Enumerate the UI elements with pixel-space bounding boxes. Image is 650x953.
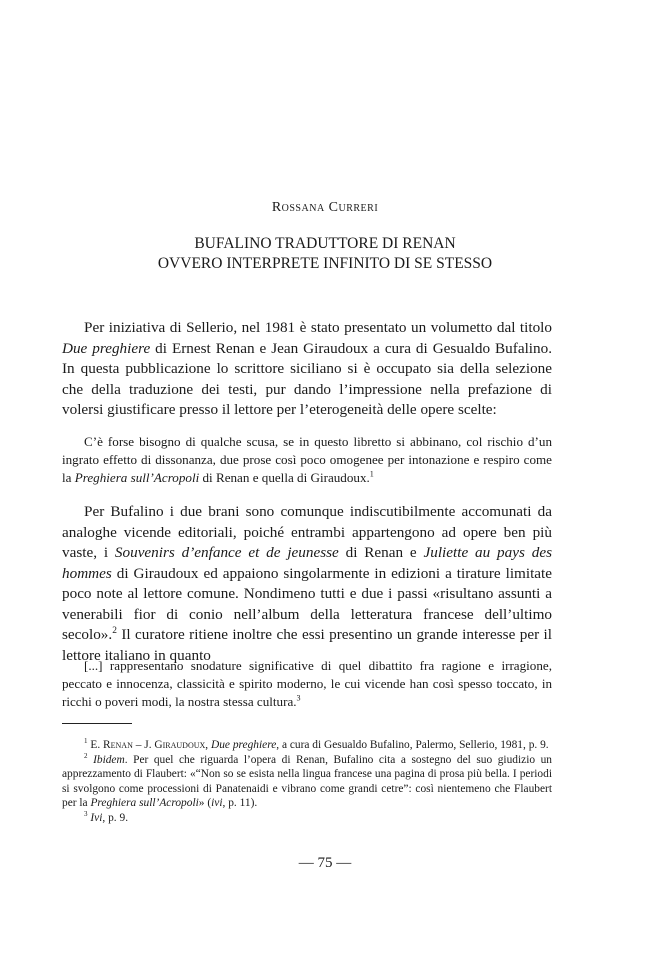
italic-title: ivi bbox=[211, 797, 223, 810]
text-span: , p. 11). bbox=[222, 797, 258, 810]
block-quote-1-text bbox=[62, 433, 552, 486]
italic-title: Juliette au pays des hommes bbox=[62, 544, 552, 582]
text-span: Per Bufalino i due brani sono comunque indiscutibilmente accomunati da analoghe vicende editoriali, poiché entrambi appartengono ad opere ben più vaste, i bbox=[62, 503, 552, 561]
italic-title: Preghiera sull’Acropoli bbox=[90, 797, 199, 810]
paragraph-2 bbox=[62, 502, 552, 666]
text-span: , p. 9. bbox=[102, 811, 129, 824]
footnote-number: 3 bbox=[84, 810, 88, 819]
footnote-number: 2 bbox=[84, 751, 88, 760]
text-span: , bbox=[205, 739, 211, 751]
text-span: , a cura di Gesualdo Bufalino, Palermo, Sellerio, 1981, p. 9. bbox=[276, 739, 549, 751]
text-span: Il curatore ritiene inoltre che essi presentino un grande interesse per il lettore italiano in quanto bbox=[62, 626, 552, 664]
block-quote-2 bbox=[62, 657, 552, 710]
italic-title: Due preghiere bbox=[62, 339, 151, 357]
footnote-3 bbox=[62, 811, 552, 826]
title-line-1: BUFALINO TRADUTTORE DI RENAN bbox=[194, 235, 456, 252]
italic-title: Ibidem bbox=[93, 753, 125, 766]
footnote-divider bbox=[62, 723, 132, 724]
text-span: . Per quel che riguarda l’opera di Renan, Bufalino cita a sostegno del suo giudizio un apprezzamento di Flaubert: «“Non so se esista nella lingua francese una pagina di prosa più bella. I periodi si svolgono come processioni di Panatenaidi e vibrano come grandi cetre”: così nientemeno che Flaubert per la bbox=[62, 753, 552, 810]
italic-title: Souvenirs d’enfance et de jeunesse bbox=[114, 544, 339, 561]
footnote-1 bbox=[62, 738, 552, 753]
paragraph-2-text bbox=[62, 502, 552, 666]
page-number: — 75 — bbox=[298, 855, 352, 871]
block-quote-1 bbox=[62, 433, 552, 486]
author-name: Rossana Curreri bbox=[271, 200, 379, 215]
text-span: di Giraudoux ed appaiono singolarmente in edizioni a tirature limitate poco note al lettore comune. Nondimeno tutti e due i passi «risultano assunti a venerabili fior di conio nell’album della letteratura francese dell’ultimo secolo». bbox=[62, 564, 552, 643]
paragraph-1 bbox=[62, 318, 552, 421]
text-span: di Ernest Renan e Jean Giraudoux a cura di Gesualdo Bufalino. In questa pubblicazione lo scrittore siciliano si è occupato sia della selezione che della traduzione dei testi, pur dando l’impressione nella prefazione di volersi giustificare presso il lettore per l’eterogeneità delle opere scelte: bbox=[62, 339, 552, 418]
italic-title: Due preghiere bbox=[211, 739, 277, 751]
text-span: di Renan e quella di Giraudoux. bbox=[199, 469, 370, 485]
text-span: E. Renan bbox=[90, 739, 133, 751]
block-quote-2-text bbox=[62, 657, 552, 710]
text-span: di Renan e bbox=[338, 544, 424, 561]
footnote-number: 1 bbox=[84, 737, 88, 746]
footnote-ref-3: 3 bbox=[296, 693, 301, 703]
text-span: C’è forse bisogno di qualche scusa, se in questo libretto si abbinano, col rischio d’un ingrato effetto di dissonanza, due prose così poco omogenee per intonazione e respiro come la bbox=[62, 434, 552, 485]
text-span: – bbox=[132, 739, 145, 751]
footnote-ref-2: 2 bbox=[112, 625, 117, 636]
footnote-2 bbox=[62, 753, 552, 811]
title-line-2: OVVERO INTERPRETE INFINITO DI SE STESSO bbox=[157, 255, 493, 272]
article-title bbox=[0, 234, 650, 274]
footnotes bbox=[62, 738, 552, 826]
italic-title: Ivi bbox=[90, 811, 103, 824]
text-span: Per iniziativa di Sellerio, nel 1981 è stato presentato un volumetto dal titolo bbox=[84, 319, 552, 336]
text-span: [...] rappresentano snodature significative di quel dibattito fra ragione e irragione, peccato e innocenza, classicità e spirito moderno, le cui vicende han così spesso toccato, in ricchi o poveri modi, la nostra stessa cultura. bbox=[62, 658, 552, 709]
italic-title: Preghiera sull’Acropoli bbox=[74, 469, 200, 485]
text-span: J. Giraudoux bbox=[144, 739, 206, 751]
footnote-ref-1: 1 bbox=[369, 469, 374, 479]
paragraph-1-text bbox=[62, 318, 552, 421]
text-span: » ( bbox=[198, 797, 212, 810]
